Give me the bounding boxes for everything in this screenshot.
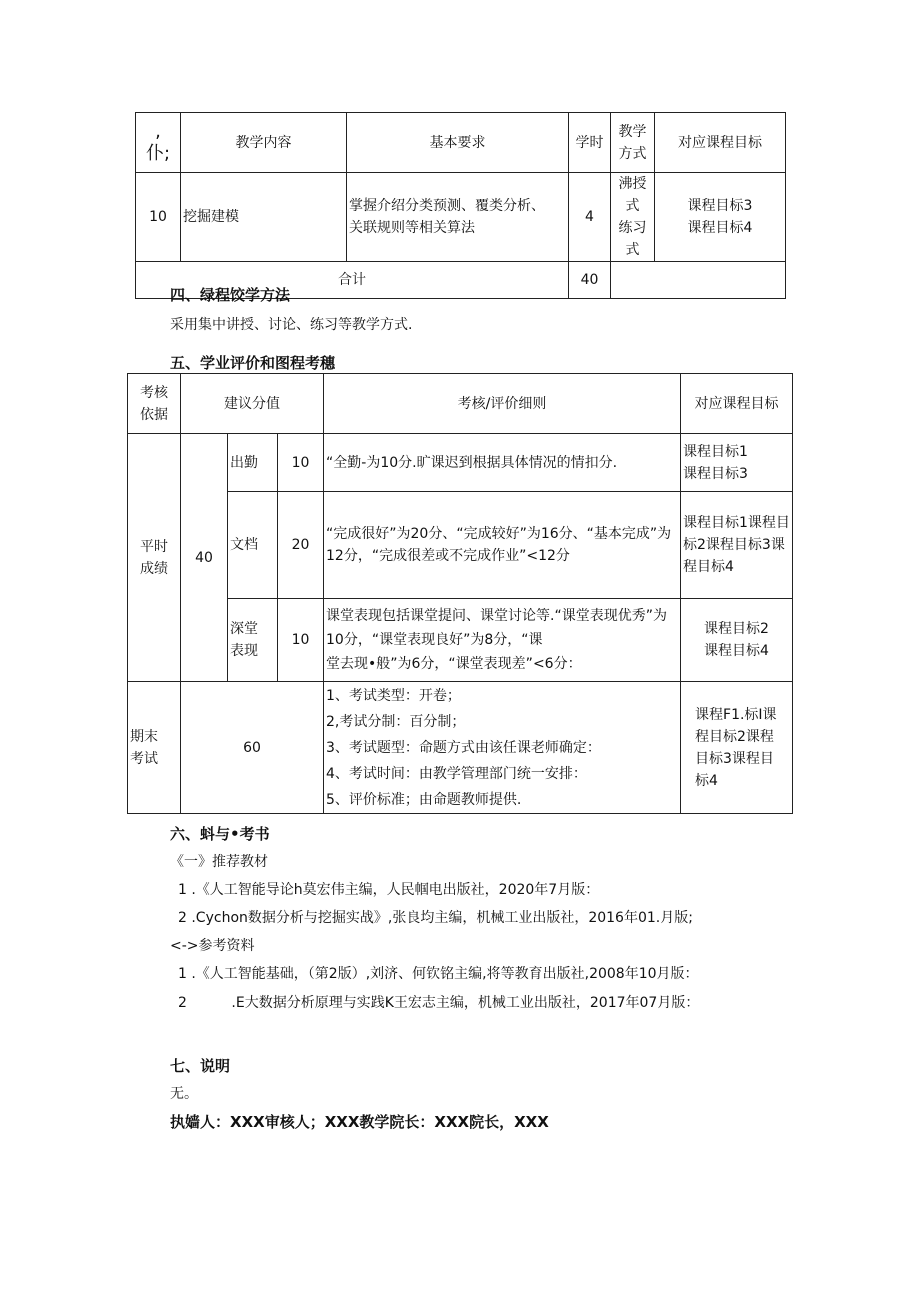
- item-score: 20: [278, 492, 324, 599]
- final-target: 课程F1.标I课 程目标2课程 目标3课程目 标4: [681, 682, 793, 814]
- final-score: 60: [181, 682, 324, 814]
- item-detail: “全勤-为10分.旷课迟到根据具体情况的情扣分.: [324, 434, 681, 492]
- course-content-table: [135, 112, 786, 299]
- item-target: 课程目标2 课程目标4: [681, 599, 793, 682]
- total-hours: 40: [569, 262, 611, 299]
- header-score: 建议分值: [181, 374, 324, 434]
- section7-title: 七、说明: [170, 1057, 231, 1075]
- row-target: 课程目标3 课程目标4: [655, 173, 786, 262]
- item-score: 10: [278, 434, 324, 492]
- final-label: 期末 考试: [128, 682, 181, 814]
- item-detail: 课堂表现包括课堂提问、课堂讨论等.“课堂表现优秀”为10分，“课堂表现良好”为8分，“课 堂去现•般”为6分，“课堂表现差”<6分：: [324, 599, 681, 682]
- row-content: 挖掘建模: [181, 173, 347, 262]
- reference-item: 1 .《人工智能基础，（第2版）,刘济、何钦铭主编,将等教育出版社,2008年10月版：: [178, 966, 699, 982]
- row-no: 10: [136, 173, 181, 262]
- row-hours: 4: [569, 173, 611, 262]
- row-method: 沸授式 练习式: [611, 173, 655, 262]
- final-detail: 1、考试类型：开卷； 2,考试分制：百分制； 3、考试题型：命题方式由该任课老师确定： 4、考试时间：由教学管理部门统一安排： 5、评价标准；由命题教师提供.: [324, 682, 681, 814]
- textbook-subheading: 《一》推荐教材: [170, 854, 268, 870]
- item-target: 课程目标1 课程目标3: [681, 434, 793, 492]
- item-name: 出勤: [228, 434, 278, 492]
- signature-line: 执嫱人：XXX审核人；XXX教学院长：XXX院长，XXX: [170, 1113, 549, 1131]
- item-target: 课程目标1课程目标2课程目标3课程目标4: [681, 492, 793, 599]
- regular-score: 40: [181, 434, 228, 682]
- header-seq: , 仆;: [136, 113, 181, 173]
- item-name: 文档: [228, 492, 278, 599]
- reference-subheading: <->参考资料: [170, 938, 255, 954]
- header-requirement: 基本要求: [347, 113, 569, 173]
- header-detail: 考核/评价细则: [324, 374, 681, 434]
- row-requirement: 掌握介绍分类预测、覆类分析、 关联规则等相关算法: [347, 173, 569, 262]
- total-empty: [611, 262, 786, 299]
- item-detail: “完成很好”为20分、“完成较好”为16分、“基本完成”为12分，“完成很差或不完成作业”<12分: [324, 492, 681, 599]
- header-target: 对应课程目标: [655, 113, 786, 173]
- textbook-item: 1 .《人工智能导论h莫宏伟主编，人民帼电出版社，2020年7月版：: [178, 882, 600, 898]
- section4-title: 四、绿程饺学方法: [170, 286, 291, 304]
- header-content: 教学内容: [181, 113, 347, 173]
- reference-item: 2 .E大数据分析原理与实践K王宏志主编，机械工业出版社，2017年07月版：: [178, 995, 700, 1011]
- total-label: 合计: [136, 262, 569, 299]
- item-score: 10: [278, 599, 324, 682]
- assessment-table: [127, 373, 793, 814]
- section7-text: 无。: [170, 1086, 198, 1102]
- header-basis: 考核 依据: [128, 374, 181, 434]
- section5-title: 五、学业评价和图程考穗: [170, 354, 336, 372]
- header-method: 教学 方式: [611, 113, 655, 173]
- section4-text: 采用集中讲授、讨论、练习等教学方式.: [170, 317, 413, 333]
- textbook-item: 2 .Cychon数据分析与挖掘实战》,张良均主编，机械工业出版社，2016年01.月版;: [178, 910, 693, 926]
- regular-label: 平时 成绩: [128, 434, 181, 682]
- item-name: 深堂 表现: [228, 599, 278, 682]
- header-hours: 学时: [569, 113, 611, 173]
- header-target: 对应课程目标: [681, 374, 793, 434]
- section6-title: 六、蚪与•考书: [170, 825, 270, 843]
